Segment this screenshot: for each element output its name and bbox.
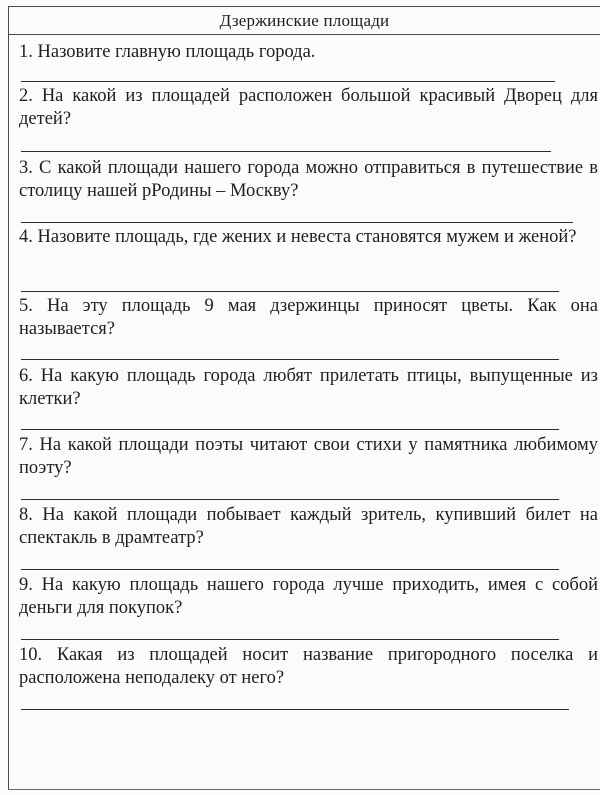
worksheet-table (8, 6, 600, 790)
question-5: 5. На эту площадь 9 мая дзержинцы приносят цветы. Как она называется? (19, 296, 598, 339)
question-4: 4. Назовите площадь, где жених и невеста становятся мужем и женой? (19, 227, 577, 247)
question-6: 6. На какую площадь города любят прилетать птицы, выпущенные из клетки? (19, 366, 598, 409)
question-3: 3. С какой площади нашего города можно отправиться в путешествие в столицу нашей рРодины – Москву? (19, 158, 598, 201)
question-2: 2. На какой из площадей расположен большой красивый Дворец для детей? (19, 86, 598, 129)
answer-line-6[interactable] (21, 429, 559, 430)
question-8: 8. На какой площади побывает каждый зритель, купивший билет на спектакль в драмтеатр? (19, 505, 598, 548)
question-7: 7. На какой площади поэты читают свои стихи у памятника любимому поэту? (19, 435, 598, 478)
answer-line-7[interactable] (21, 499, 559, 500)
answer-line-5[interactable] (21, 359, 559, 360)
answer-line-3[interactable] (21, 222, 573, 223)
question-1: 1. Назовите главную площадь города. (19, 42, 316, 62)
question-9: 9. На какую площадь нашего города лучше приходить, имея с собой деньги для покупок? (19, 575, 598, 618)
question-10: 10. Какая из площадей носит название пригородного поселка и расположена неподалеку от него? (19, 645, 598, 688)
answer-line-1[interactable] (21, 81, 555, 82)
worksheet-title: Дзержинские площади (9, 7, 600, 35)
answer-line-2[interactable] (21, 151, 551, 152)
answer-line-10[interactable] (21, 709, 569, 710)
answer-line-9[interactable] (21, 639, 559, 640)
answer-line-8[interactable] (21, 569, 559, 570)
answer-line-4[interactable] (21, 291, 559, 292)
